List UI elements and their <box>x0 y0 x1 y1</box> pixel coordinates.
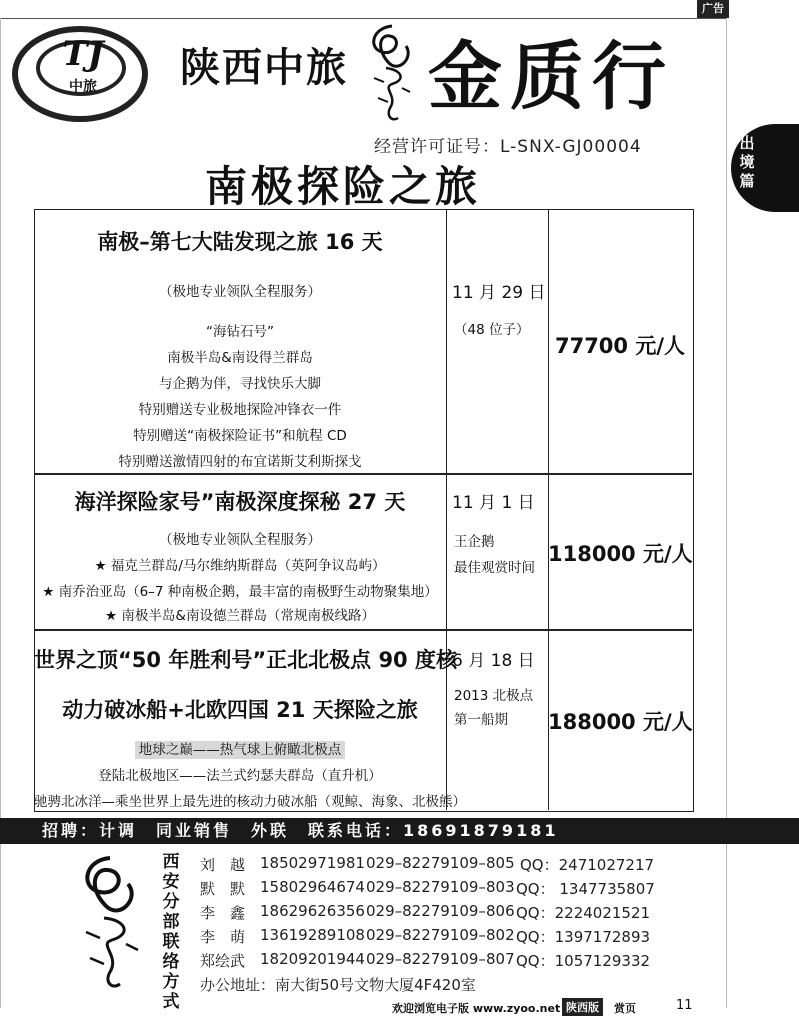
recruit-text: 招聘：计调 同业销售 外联 联系电话：18691879181 <box>42 821 559 840</box>
tour-detail: 特别赠送激情四射的布宜诺斯艾利斯探戈 <box>118 454 362 470</box>
contact-mobile: 13619289108 <box>260 926 365 944</box>
contact-qq: QQ：2224021521 <box>516 904 651 922</box>
tour-service: （极地专业领队全程服务） <box>159 532 321 548</box>
tour-date-note: 第一船期 <box>454 712 508 728</box>
tour-detail: 与企鹅为伴，寻找快乐大脚 <box>159 376 321 392</box>
branch-label: 西安分部联络方式 <box>162 852 180 1012</box>
tour-date-note: 最佳观赏时间 <box>454 560 535 576</box>
swirl-calligraphy-icon <box>70 848 156 998</box>
left-rule <box>0 18 1 1008</box>
recruit-banner <box>0 818 799 844</box>
tour-detail: ★ 南极半岛&南设德兰群岛（常规南极线路） <box>105 608 375 624</box>
table-row-divider <box>34 473 692 475</box>
license-number: 经营许可证号：L-SNX-GJ00004 <box>374 137 642 157</box>
footer-section: 赏页 <box>614 1002 636 1015</box>
tour-detail-wrap <box>34 738 446 758</box>
tour-detail: ★ 南乔治亚岛（6–7 种南极企鹅，最丰富的南极野生动物聚集地） <box>42 584 438 600</box>
contact-tel: 029–82279109–803 <box>366 878 515 896</box>
tour-detail: “海钻石号” <box>206 324 274 340</box>
swirl-calligraphy-icon <box>362 18 422 128</box>
office-address: 办公地址：南大街50号文物大厦4F420室 <box>200 976 476 994</box>
tour-date-note: 王企鹅 <box>454 534 495 550</box>
contact-mobile: 18502971981 <box>260 854 365 872</box>
tour-name: 动力破冰船+北欧四国 21 天探险之旅 <box>62 698 418 722</box>
contact-name: 李 萌 <box>200 928 246 946</box>
tour-price: 188000 元/人 <box>548 710 693 734</box>
tour-name: 世界之顶“50 年胜利号”正北北极点 90 度核 <box>34 648 457 672</box>
contact-name: 刘 越 <box>200 856 246 874</box>
logo-mark: TJ <box>62 34 104 74</box>
tour-price: 118000 元/人 <box>548 542 693 566</box>
contact-mobile: 18629626356 <box>260 902 365 920</box>
tour-detail: 特别赠送“南极探险证书”和航程 CD <box>133 428 347 444</box>
tour-detail: 地球之巅——热气球上俯瞰北极点 <box>135 741 346 759</box>
contact-name: 默 默 <box>200 880 246 898</box>
tour-detail: 驰骋北冰洋—乘坐世界上最先进的核动力破冰船（观鲸、海象、北极熊） <box>34 794 466 810</box>
contact-tel: 029–82279109–807 <box>366 950 515 968</box>
product-name: 金质行 <box>428 34 674 120</box>
tour-service: （极地专业领队全程服务） <box>159 284 321 300</box>
tour-detail: 南极半岛&南设得兰群岛 <box>167 350 313 366</box>
tour-date-note: 2013 北极点 <box>454 688 534 704</box>
logo-subtext: 中旅 <box>69 79 97 95</box>
table-row-divider <box>34 629 692 631</box>
footer-badge: 陕西版 <box>562 998 603 1016</box>
footer-text: 欢迎浏览电子版 www.zyoo.net <box>392 1002 561 1015</box>
ad-tag: 广告 <box>697 0 729 18</box>
page-number: 11 <box>676 998 693 1013</box>
tour-date: 11 月 1 日 <box>452 493 535 513</box>
tour-price: 77700 元/人 <box>554 334 686 358</box>
brand-name: 陕西中旅 <box>180 45 348 91</box>
tour-date: 11 月 29 日 <box>452 283 546 303</box>
section-tab-label: 出境篇 <box>739 134 755 190</box>
tour-name: 海洋探险家号”南极深度探秘 27 天 <box>74 490 406 514</box>
tour-detail: 特别赠送专业极地探险冲锋衣一件 <box>138 402 342 418</box>
tour-detail: 登陆北极地区——法兰式约瑟夫群岛（直升机） <box>98 768 382 784</box>
contact-qq: QQ：2471027217 <box>520 856 655 874</box>
contact-qq: QQ：1397172893 <box>516 928 651 946</box>
contact-tel: 029–82279109–806 <box>366 902 515 920</box>
tour-date-note: （48 位子） <box>454 322 530 338</box>
contact-name: 李 鑫 <box>200 904 246 922</box>
contact-name: 郑绘武 <box>200 952 246 970</box>
contact-mobile: 15802964674 <box>260 878 365 896</box>
contact-qq: QQ： 1347735807 <box>516 880 655 898</box>
contact-tel: 029–82279109–802 <box>366 926 515 944</box>
page-title: 南极探险之旅 <box>205 162 482 211</box>
table-col-divider <box>446 209 447 810</box>
right-rule <box>726 18 727 1008</box>
tour-date: 6 月 18 日 <box>452 651 535 671</box>
tour-detail: ★ 福克兰群岛/马尔维纳斯群岛（英阿争议岛屿） <box>94 558 386 574</box>
contact-mobile: 18209201944 <box>260 950 365 968</box>
contact-qq: QQ：1057129332 <box>516 952 651 970</box>
contact-tel: 029–82279109–805 <box>366 854 515 872</box>
tour-name: 南极–第七大陆发现之旅 16 天 <box>97 230 383 254</box>
